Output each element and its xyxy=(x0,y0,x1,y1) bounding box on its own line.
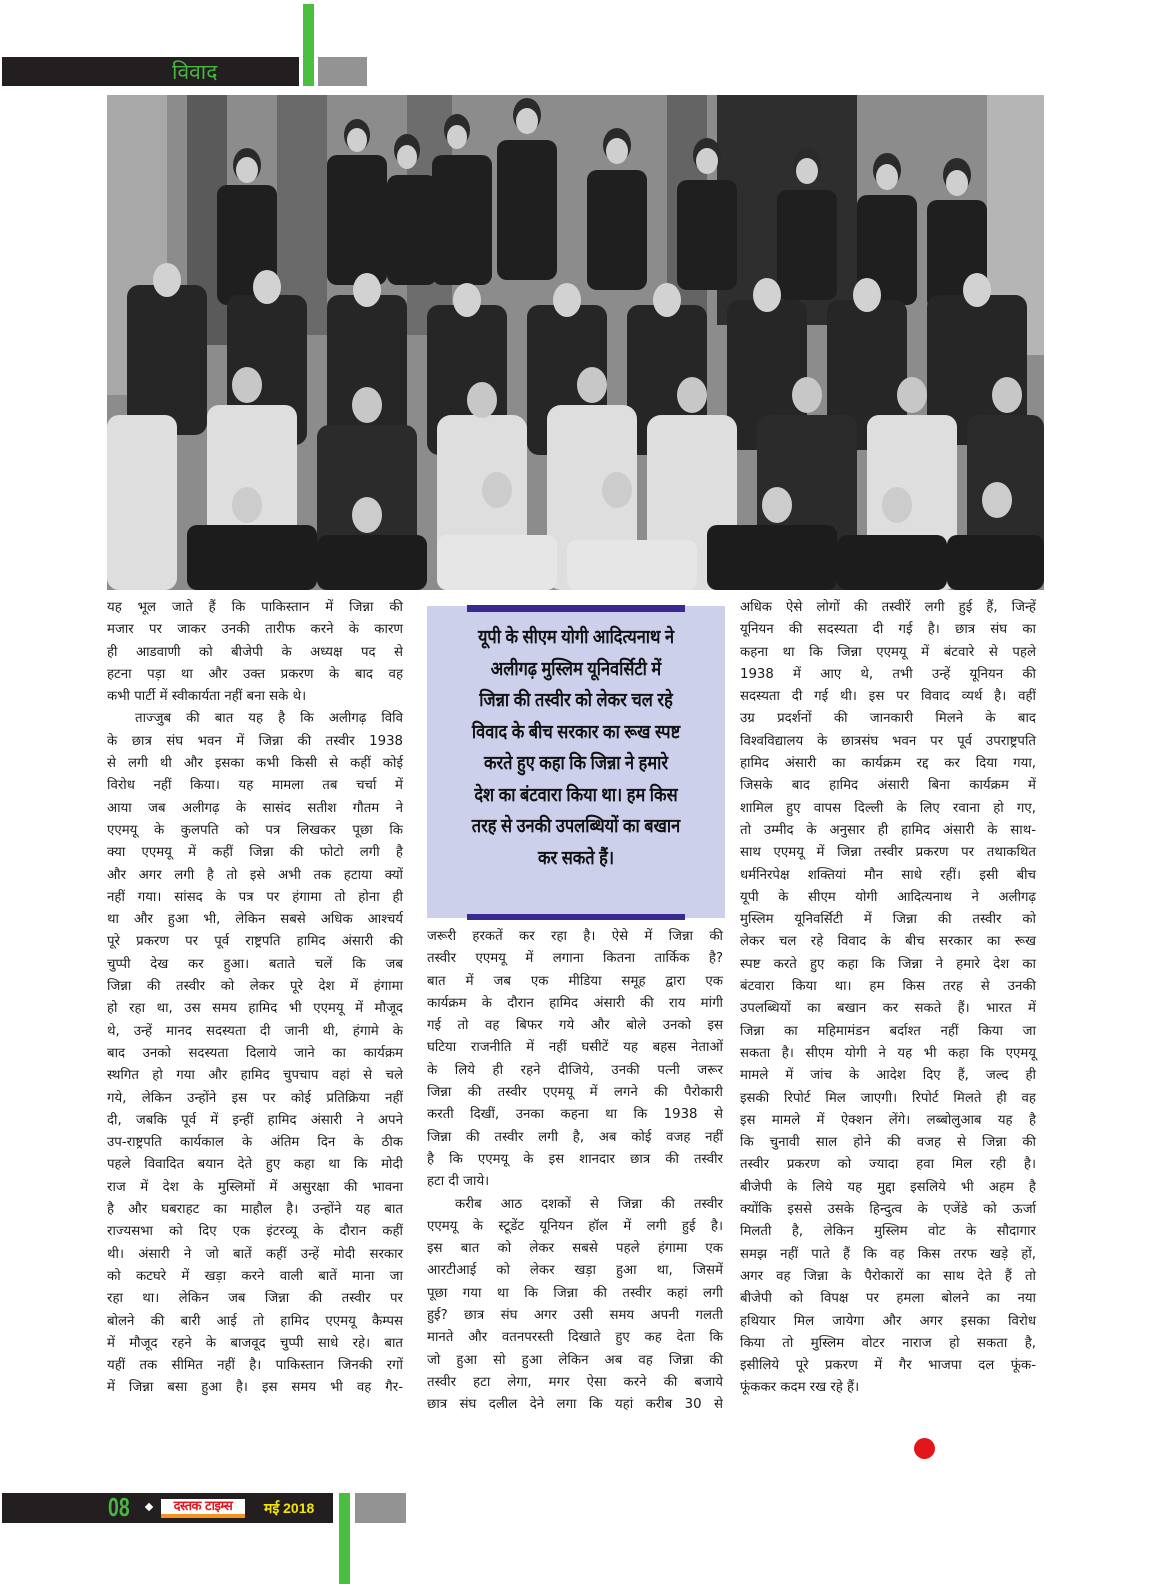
accent-bar-bottom xyxy=(339,1493,350,1584)
text-line: बीजेपी के लिये यह मुद्दा इसलिये भी अहम है xyxy=(740,1179,1036,1195)
text-line: यहीं तक सीमित नहीं है। पाकिस्तान जिनकी रगों xyxy=(107,1358,403,1374)
text-line: को कटघरे में खड़ा करने वाली बातें माना जा xyxy=(107,1268,403,1284)
text-line: हटना पड़ा था और उक्त प्रकरण के बाद वह xyxy=(107,666,403,682)
text-line: से लगी थी और इसका कभी किसी से कहीं कोई xyxy=(107,756,403,772)
text-line: ताज्जुब की बात यह है कि अलीगढ़ विवि xyxy=(135,711,403,727)
text-line: और अगर लगी है तो इसे अभी तक हटाया क्यों xyxy=(107,867,403,883)
text-line: मुस्लिम यूनिवर्सिटी में जिन्ना की तस्वीर को xyxy=(740,912,1036,928)
text-line: इसकी रिपोर्ट मिल जाएगी। रिपोर्ट मिलते ही वह xyxy=(740,1090,1036,1106)
text-line: एएमयू के कुलपति को पत्र लिखकर पूछा कि xyxy=(107,822,403,838)
text-line: गये, लेकिन उन्होंने इस पर कोई प्रतिक्रिया नहीं xyxy=(107,1090,403,1106)
text-line: बाद उनको सदस्यता दिलाये जाने का कार्यक्रम xyxy=(107,1045,403,1061)
group-photo xyxy=(107,95,1044,590)
text-line: बात में जब एक मीडिया समूह द्वारा एक xyxy=(427,973,723,989)
pull-quote-text xyxy=(448,622,704,874)
text-line: बोलने की बारी आई तो हामिद एएमयू कैम्पस xyxy=(107,1313,403,1329)
text-line: छात्र संघ दलील देने लगा कि यहां करीब 30 से xyxy=(427,1397,723,1413)
grey-block-top xyxy=(318,57,367,86)
text-line: मिलती है, लेकिन मुस्लिम वोट के सौदागार xyxy=(740,1224,1036,1240)
text-line: के छात्र संघ भवन में जिन्ना की तस्वीर 1938 xyxy=(107,733,403,749)
text-line: आया जब अलीगढ़ के सासंद सतीश गौतम ने xyxy=(107,800,403,816)
text-line: दी, जबकि पूर्व में इन्हीं हामिद अंसारी ने अपने xyxy=(107,1112,403,1128)
text-line: कार्यक्रम के दौरान हामिद अंसारी की राय मांगी xyxy=(427,995,723,1011)
text-line: हामिद अंसारी का कार्यक्रम रद्द कर दिया गया, xyxy=(740,756,1036,772)
text-line: मानते और वतनपरस्ती दिखाते हुए कह देता कि xyxy=(427,1330,723,1346)
text-line: बीजेपी को विपक्ष पर हमला बोलने का नया xyxy=(740,1291,1036,1307)
text-line: हथियार मिल जायेगा और अगर इसका विरोध xyxy=(740,1313,1036,1329)
article-column-3 xyxy=(740,597,1036,1400)
text-line: विश्वविद्यालय के छात्रसंघ भवन पर पूर्व उपराष्ट्रपति xyxy=(740,733,1036,749)
text-line: जिन्ना का महिमामंडन बर्दाश्त नहीं किया जा xyxy=(740,1023,1036,1039)
text-line: कि चुनावी साल होने की वजह से जिन्ना की xyxy=(740,1135,1036,1151)
text-line: उप-राष्ट्रपति कार्यकाल के अंतिम दिन के ठीक xyxy=(107,1135,403,1151)
magazine-logo xyxy=(161,1499,245,1518)
text-line: यूनियन की सदस्यता दी गई है। छात्र संघ का xyxy=(740,622,1036,638)
text-line: जरूरी हरकतें कर रहा है। ऐसे में जिन्ना की xyxy=(427,929,723,944)
text-line: बंटवारा किया था। हम किस तरह से उनकी xyxy=(740,979,1036,995)
text-line: रहा था। लेकिन जब जिन्ना की तस्वीर पर xyxy=(107,1291,403,1307)
text-line: में मौजूद रहने के बाजवूद चुप्पी साधे रहे। बात xyxy=(107,1335,403,1351)
pull-quote-bottom-rule xyxy=(467,914,685,920)
text-line: इस मामले में ऐक्शन लेंगे। लब्बोलुआब यह है xyxy=(740,1112,1036,1128)
text-line: उपलब्धियों का बखान कर सकते हैं। भारत में xyxy=(740,1001,1036,1017)
text-line: था और हुआ भी, लेकिन सबसे अधिक आश्चर्य xyxy=(107,912,403,928)
text-line: सकता है। सीएम योगी ने यह भी कहा कि एएमयू xyxy=(740,1045,1036,1061)
end-of-article-dot-icon xyxy=(914,1438,935,1459)
pull-quote-line: कर सकते हैं। xyxy=(537,847,615,869)
grey-block-bottom xyxy=(355,1493,406,1523)
text-line: चुप्पी देख कर हुआ। बताते चलें कि जब xyxy=(107,956,403,972)
pull-quote-line: विवाद के बीच सरकार का रूख स्पष्ट xyxy=(471,721,681,743)
text-line: अगर वह जिन्ना के पैरोकारों का साथ देते हैं तो xyxy=(740,1268,1036,1284)
pull-quote-line: अलीगढ़ मुस्लिम यूनिवर्सिटी में xyxy=(490,658,662,680)
pull-quote-line: जिन्ना की तस्वीर को लेकर चल रहे xyxy=(479,690,673,711)
text-line: जिसके बाद हामिद अंसारी बिना कार्यक्रम में xyxy=(740,778,1036,794)
text-line: विरोध नहीं किया। यह मामला तब चर्चा में xyxy=(107,778,403,794)
text-line: मामले में जांच के आदेश दिए हैं, जल्द ही xyxy=(740,1068,1036,1084)
magazine-logo-text: दस्तक टाइम्स xyxy=(173,1499,233,1514)
pull-quote-line: करते हुए कहा कि जिन्ना ने हमारे xyxy=(483,753,669,774)
text-line: स्थगित हो गया और हामिद चुपचाप वहां से चले xyxy=(107,1068,403,1084)
accent-bar-top xyxy=(303,4,314,86)
article-column-1 xyxy=(107,597,403,1400)
article-column-2 xyxy=(427,926,723,1417)
pull-quote-line: तरह से उनकी उपलब्धियों का बखान xyxy=(471,816,681,837)
pull-quote-line: देश का बंटवारा किया था। हम किस xyxy=(474,784,678,806)
issue-date: मई 2018 xyxy=(264,1500,315,1516)
text-line: उग्र प्रदर्शनों की जानकारी मिलने के बाद xyxy=(740,711,1036,727)
text-line: राज्यसभा को दिए एक इंटरव्यू के दौरान कहीं xyxy=(107,1224,403,1240)
group-photo-image xyxy=(107,95,1044,590)
text-line: जिन्ना की तस्वीर को लेकर पूरे देश में हंगामा xyxy=(107,979,403,995)
text-line: यह भूल जाते हैं कि पाकिस्तान में जिन्ना की xyxy=(107,600,403,615)
text-line: के लिये ही रहने दीजिये, उनकी पत्नी जरूर xyxy=(427,1062,723,1078)
text-line: सदस्यता दी गई थी। इस पर विवाद व्यर्थ है। वहीं xyxy=(740,689,1036,705)
text-line: हटा दी जाये। xyxy=(427,1174,490,1190)
text-line: है और घबराहट का माहौल है। उन्होंने यह बात xyxy=(107,1202,403,1218)
text-line: तस्वीर हटा लेगा, मगर ऐसा करने की बजाये xyxy=(427,1374,723,1390)
text-line: आरटीआई को लेकर खड़ा हुआ था, जिसमें xyxy=(427,1263,723,1279)
text-line: जिन्ना की तस्वीर लगी है, अब कोई वजह नहीं xyxy=(427,1129,723,1145)
text-line: करती दिखीं, उनका कहना था कि 1938 से xyxy=(427,1107,723,1123)
text-line: कहना था कि जिन्ना एएमयू में बंटवारे से पहले xyxy=(740,644,1036,660)
text-line: जो हुआ सो हुआ लेकिन अब वह जिन्ना की xyxy=(427,1352,723,1368)
section-title: विवाद xyxy=(172,60,218,84)
text-line: समझ नहीं पाते हैं कि वह किस तरफ खड़े हों, xyxy=(740,1246,1036,1262)
text-line: लेकर चल रहे विवाद के बीच सरकार का रूख xyxy=(740,934,1036,950)
text-line: मजार पर जाकर उनकी तारीफ करने के कारण xyxy=(107,622,403,638)
text-line: राज में देश के मुस्लिमों में असुरक्षा की भावना xyxy=(107,1179,403,1195)
text-line: फूंककर कदम रख रहे हैं। xyxy=(740,1380,860,1396)
text-line: स्पष्ट करते हुए कहा कि जिन्ना ने हमारे देश का xyxy=(740,956,1036,972)
section-header-bar xyxy=(2,57,299,86)
text-line: घटिया राजनीति में नहीं घसीटें यह बहस नेताओं xyxy=(427,1040,723,1056)
text-line: हो रहा था, उस समय हामिद भी एएमयू में मौजूद xyxy=(107,1001,403,1017)
text-line: यूपी के सीएम योगी आदित्यनाथ ने अलीगढ़ xyxy=(740,889,1036,905)
text-line: 1938 में आए थे, तभी उन्हें यूनियन की xyxy=(740,666,1036,682)
text-line: थी। अंसारी ने जो बातें कहीं उन्हें मोदी सरकार xyxy=(107,1246,403,1262)
text-line: तो उम्मीद के अनुसार ही हामिद अंसारी के साथ- xyxy=(740,822,1036,838)
text-line: तस्वीर एएमयू में लगाना कितना तार्किक है? xyxy=(427,951,723,967)
text-line: एएमयू के स्टूडेंट यूनियन हॉल में लगी हुई है। xyxy=(427,1218,723,1234)
text-line: गई तो वह बिफर गये और बोले उनको इस xyxy=(427,1018,723,1034)
text-line: क्योंकि इससे उसके हिन्दुत्व के एजेंडे को ऊर्जा xyxy=(740,1202,1036,1218)
pull-quote-line: यूपी के सीएम योगी आदित्यनाथ ने xyxy=(477,627,675,648)
text-line: कभी पार्टी में स्वीकार्यता नहीं बना सके थे। xyxy=(107,689,307,705)
text-line: है कि एएमयू के इस शानदार छात्र की तस्वीर xyxy=(427,1151,723,1167)
text-line: पहले विवादित बयान देते हुए कहा था कि मोदी xyxy=(107,1157,403,1173)
text-line: साथ एएमयू में जिन्ना तस्वीर प्रकरण पर तथाकथित xyxy=(740,845,1036,861)
text-line: पूछा गया था कि जिन्ना की तस्वीर कहां लगी xyxy=(427,1285,723,1301)
text-line: तस्वीर प्रकरण को ज्यादा हवा मिल रही है। xyxy=(740,1157,1036,1173)
text-line: इसीलिये पूरे प्रकरण में गैर भाजपा दल फूंक- xyxy=(740,1358,1036,1374)
text-line: धर्मनिरपेक्ष शक्तियां मौन साधे रहीं। इसी बीच xyxy=(740,867,1036,883)
text-line: करीब आठ दशकों से जिन्ना की तस्वीर xyxy=(455,1196,723,1212)
text-line: हुई? छात्र संघ अगर उसी समय अपनी गलती xyxy=(427,1308,723,1324)
text-line: इस बात को लेकर सबसे पहले हंगामा एक xyxy=(427,1241,723,1257)
page-number: 08 xyxy=(108,1492,130,1522)
text-line: किया तो मुस्लिम वोटर नाराज हो सकता है, xyxy=(740,1335,1036,1351)
text-line: नहीं गया। सांसद के पत्र पर हंगामा तो होना ही xyxy=(107,889,403,905)
text-line: ही आडवाणी को बीजेपी के अध्यक्ष पद से xyxy=(107,644,403,660)
pull-quote-top-rule xyxy=(467,605,685,612)
text-line: थे, उन्हें मानद सदस्यता दी जानी थी, हंगामे के xyxy=(107,1023,403,1039)
text-line: अधिक ऐसे लोगों की तस्वीरें लगी हुई हैं, जिन्हें xyxy=(740,600,1036,615)
text-line: पूरे प्रकरण पर पूर्व राष्ट्रपति हामिद अंसारी की xyxy=(107,934,403,950)
text-line: में जिन्ना बसा हुआ है। इस समय भी वह गैर- xyxy=(107,1380,403,1396)
text-line: जिन्ना की तस्वीर एएमयू में लगने की पैरोकारी xyxy=(427,1085,723,1101)
text-line: शामिल हुए वापस दिल्ली के लिए रवाना हो गए, xyxy=(740,800,1036,816)
text-line: क्या एएमयू में कहीं जिन्ना की फोटो लगी है xyxy=(107,845,403,861)
